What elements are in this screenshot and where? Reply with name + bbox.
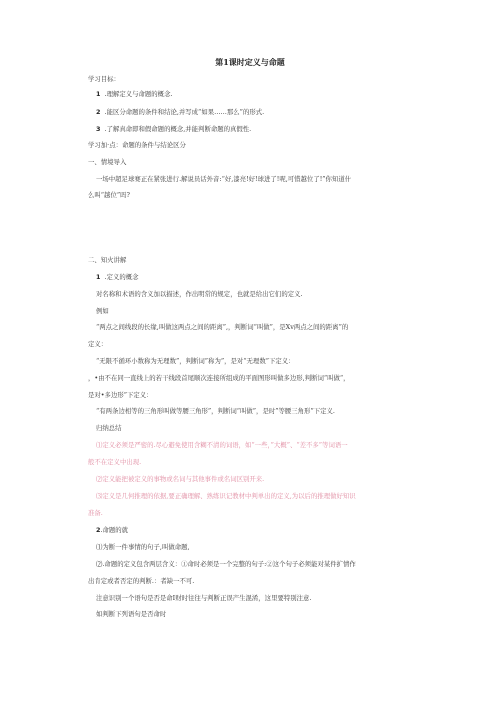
proposition-subheading: [96, 526, 128, 534]
definition-text: 对名称和术语的含义加以描述，作出明常的规定，也就是给出它们的定义.: [96, 290, 303, 298]
definition-subheading: [96, 273, 139, 281]
proposition-point-2-line1: ⑵.命题的定义包含两层含义：①命时必须是一个完整的句子:②这个句子必须能对某件扩情作: [96, 560, 356, 568]
example-1-line1: “两点之间线段的长缘,叫做这两点之间的距离”,，判断词“叫做”，是Xv两点之间的距离”的: [96, 323, 349, 331]
proposition-point-1: ⑴为断一件事情的句子,叫做命题,: [96, 543, 190, 551]
section1-heading: 一、情境导入: [88, 158, 127, 166]
proposition-subheading-text: .命题的就: [100, 526, 129, 534]
summary-label: 归纳总结: [96, 424, 122, 432]
objective-3-number: 3: [96, 125, 101, 133]
note-1-line1: ⑴定义必须是严密的.尽心避免使用含糊不清的词语，如“一些，”大概”、“差不多”等词语一: [96, 441, 348, 449]
proposition-judge-prompt: 如判断下列语句是否命时: [96, 610, 167, 618]
proposition-note: 注意识别一个语句是否是命I财时往往与判断正误产生混淆，这里要特别注意.: [96, 594, 312, 602]
definition-subheading-number: 1: [96, 273, 101, 281]
section1-paragraph-line1: 一场中超足球赛正在紧张进行.解说员话外音:“好,漆亮!好!球进了!呢,可惜越位了!”你知道什: [96, 175, 352, 183]
definition-subheading-text: .定义的概念: [104, 273, 139, 281]
objective-1-text: .理解定义与命题的概念.: [104, 90, 173, 98]
note-3-line1: ⑶定义是几何推理的依据,要正确理解、熟练识记教材中判单出的定义,为以后的推理做好知识: [96, 492, 356, 500]
example-3-line1: ，•由不在同一直线上的若干线段首尾顺次连接所组成的平面图形叫做多边形,判断词“叫做“，: [88, 374, 350, 382]
proposition-subheading-number: 2: [96, 526, 101, 534]
note-2: ⑵定义能把被定义的事物或名词与其他事件或名词区别开来.: [96, 475, 265, 483]
section1-paragraph-line2: 么叫“越位”吗?: [88, 191, 130, 199]
section2-heading: 二、知火讲解: [88, 256, 127, 264]
objective-2: [96, 108, 264, 116]
objective-3: [96, 125, 251, 133]
example-3-line2: 是对•多边形”下定义：: [88, 391, 153, 399]
example-4: “有两条边相等的三角形叫做等腰三角形”，判断词“叫做”，是时”等腰三角形”下定义.: [96, 407, 335, 415]
page-title: 第1课时定义与命题: [215, 57, 285, 67]
objective-1: [96, 90, 173, 98]
objective-1-number: 1: [96, 90, 101, 98]
objective-3-text: .了解真命即和假命题的概念,并能判断命题的真假性.: [104, 125, 252, 133]
proposition-point-2-line2: 出肯定或者否定的判断.：者缺一不可.: [88, 577, 195, 585]
objective-2-number: 2: [96, 108, 101, 116]
example-label: 例如: [96, 307, 109, 315]
example-2: “无限不循环小数称为无理数”，判断词”称为”，是对“无理数”下定义：: [96, 357, 295, 365]
note-3-line2: 准备.: [88, 509, 103, 517]
objective-2-text: .能区分命题的条件和结论,并写成“如果……那么”的形式.: [104, 108, 265, 116]
example-1-line2: 定义：: [88, 340, 108, 348]
note-1-line2: 般不在定义中出现.: [88, 458, 142, 466]
objectives-heading: 学习目标：: [88, 75, 120, 83]
focus-point: 学习加·点：命题的条件与结论区分: [88, 141, 186, 149]
